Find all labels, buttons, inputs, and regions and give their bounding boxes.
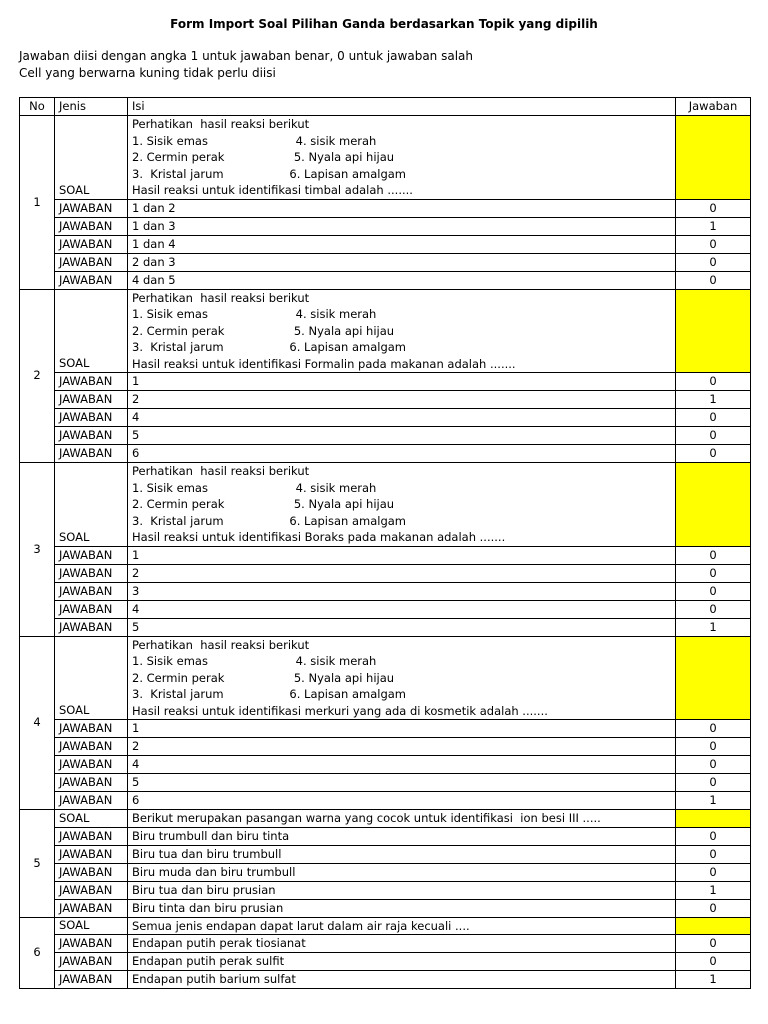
question-text-line: 2. Cermin perak 5. Nyala api hijau [132, 497, 395, 511]
answer-value-cell[interactable]: 0 [676, 199, 751, 217]
jenis-cell: JAWABAN [55, 445, 128, 463]
question-text-line: 1. Sisik emas 4. sisik merah [132, 133, 377, 148]
question-text-line: Hasil reaksi untuk identifikasi Boraks pada makanan adalah ....... [132, 530, 506, 544]
question-number: 1 [20, 116, 55, 290]
jenis-cell: JAWABAN [55, 373, 128, 391]
answer-row [20, 445, 751, 463]
answer-text-cell: 3 [128, 582, 676, 600]
answer-row [20, 235, 751, 253]
answer-value-cell[interactable]: 0 [676, 953, 751, 971]
answer-row [20, 881, 751, 899]
question-text-line: Semua jenis endapan dapat larut dalam air raja kecuali .... [132, 918, 470, 933]
answer-text-cell: 6 [128, 792, 676, 810]
question-text-line: 2. Cermin perak 5. Nyala api hijau [132, 150, 395, 164]
jenis-cell: JAWABAN [55, 564, 128, 582]
jenis-cell: JAWABAN [55, 792, 128, 810]
answer-value-cell[interactable]: 1 [676, 217, 751, 235]
answer-row [20, 546, 751, 564]
answer-text-cell: 1 [128, 720, 676, 738]
question-text-cell [128, 116, 676, 200]
question-text-line: 2. Cermin perak 5. Nyala api hijau [132, 323, 395, 338]
jenis-cell: JAWABAN [55, 217, 128, 235]
answer-text-cell: Endapan putih perak tiosianat [128, 935, 676, 953]
answer-text-cell: Endapan putih barium sulfat [128, 971, 676, 989]
page-title: Form Import Soal Pilihan Ganda berdasarkan Topik yang dipilih [170, 17, 598, 31]
highlight-cell [676, 810, 751, 828]
answer-row [20, 792, 751, 810]
question-text-cell [128, 289, 676, 373]
question-text-line: Perhatikan hasil reaksi berikut [132, 464, 310, 478]
jenis-cell: SOAL [55, 917, 128, 935]
jenis-cell: JAWABAN [55, 271, 128, 289]
answer-text-cell: 4 [128, 409, 676, 427]
soal-row [20, 810, 751, 828]
highlight-cell [676, 463, 751, 547]
answer-value-cell[interactable]: 0 [676, 756, 751, 774]
answer-row [20, 409, 751, 427]
answer-value-cell[interactable]: 0 [676, 253, 751, 271]
answer-value-cell[interactable]: 1 [676, 391, 751, 409]
answer-row [20, 217, 751, 235]
answer-row [20, 899, 751, 917]
instruction-note: Cell yang berwarna kuning tidak perlu diisi [19, 66, 276, 80]
answer-row [20, 738, 751, 756]
question-text-line: 1. Sisik emas 4. sisik merah [132, 654, 377, 668]
answer-text-cell: 4 dan 5 [128, 271, 676, 289]
jenis-cell: JAWABAN [55, 971, 128, 989]
question-text-line: 1. Sisik emas 4. sisik merah [132, 307, 377, 321]
answer-text-cell: Biru muda dan biru trumbull [128, 863, 676, 881]
soal-row [20, 116, 751, 200]
highlight-cell [676, 636, 751, 720]
answer-value-cell[interactable]: 0 [676, 738, 751, 756]
jenis-cell: JAWABAN [55, 409, 128, 427]
answer-row [20, 564, 751, 582]
column-header-isi: Isi [128, 98, 676, 116]
jenis-cell: JAWABAN [55, 235, 128, 253]
table-header-row [20, 98, 751, 116]
answer-row [20, 253, 751, 271]
jenis-cell: SOAL [55, 116, 128, 200]
question-text-line: 2. Cermin perak 5. Nyala api hijau [132, 670, 395, 685]
answer-value-cell[interactable]: 1 [676, 971, 751, 989]
question-number: 2 [20, 289, 55, 463]
jenis-cell: SOAL [55, 289, 128, 373]
answer-value-cell[interactable]: 0 [676, 863, 751, 881]
question-number: 5 [20, 810, 55, 918]
question-text-cell [128, 636, 676, 720]
question-text-line: Perhatikan hasil reaksi berikut [132, 637, 310, 652]
answer-row [20, 863, 751, 881]
answer-row [20, 582, 751, 600]
answer-value-cell[interactable]: 0 [676, 935, 751, 953]
question-table [19, 97, 751, 989]
jenis-cell: SOAL [55, 810, 128, 828]
answer-row [20, 373, 751, 391]
question-text-cell [128, 810, 676, 828]
answer-value-cell[interactable]: 1 [676, 618, 751, 636]
answer-value-cell[interactable]: 0 [676, 409, 751, 427]
question-text-line: 3. Kristal jarum 6. Lapisan amalgam [132, 687, 407, 701]
answer-row [20, 271, 751, 289]
jenis-cell: JAWABAN [55, 582, 128, 600]
answer-value-cell[interactable]: 0 [676, 845, 751, 863]
answer-value-cell[interactable]: 0 [676, 827, 751, 845]
question-text-line: 3. Kristal jarum 6. Lapisan amalgam [132, 166, 407, 181]
answer-text-cell: 2 [128, 564, 676, 582]
answer-text-cell: Biru tua dan biru trumbull [128, 845, 676, 863]
answer-value-cell[interactable]: 0 [676, 600, 751, 618]
answer-text-cell: 4 [128, 600, 676, 618]
jenis-cell: JAWABAN [55, 720, 128, 738]
question-text-line: Hasil reaksi untuk identifikasi Formalin pada makanan adalah ....... [132, 356, 516, 371]
answer-text-cell: 2 dan 3 [128, 253, 676, 271]
jenis-cell: JAWABAN [55, 600, 128, 618]
question-text-cell [128, 917, 676, 935]
answer-row [20, 600, 751, 618]
jenis-cell: JAWABAN [55, 881, 128, 899]
question-number: 4 [20, 636, 55, 810]
answer-value-cell[interactable]: 0 [676, 582, 751, 600]
jenis-cell: JAWABAN [55, 899, 128, 917]
column-header-jawaban: Jawaban [676, 98, 751, 116]
jenis-cell: JAWABAN [55, 199, 128, 217]
jenis-cell: JAWABAN [55, 845, 128, 863]
question-text-line: 1. Sisik emas 4. sisik merah [132, 480, 377, 495]
answer-text-cell: 5 [128, 427, 676, 445]
answer-value-cell[interactable]: 0 [676, 774, 751, 792]
jenis-cell: JAWABAN [55, 774, 128, 792]
jenis-cell: JAWABAN [55, 427, 128, 445]
answer-value-cell[interactable]: 0 [676, 235, 751, 253]
answer-text-cell: 1 dan 3 [128, 217, 676, 235]
soal-row [20, 636, 751, 720]
answer-text-cell: 5 [128, 774, 676, 792]
answer-row [20, 199, 751, 217]
highlight-cell [676, 289, 751, 373]
answer-row [20, 953, 751, 971]
answer-text-cell: 6 [128, 445, 676, 463]
answer-text-cell: 5 [128, 618, 676, 636]
jenis-cell: JAWABAN [55, 756, 128, 774]
answer-row [20, 774, 751, 792]
answer-value-cell[interactable]: 0 [676, 373, 751, 391]
question-text-line: Hasil reaksi untuk identifikasi timbal adalah ....... [132, 183, 413, 197]
highlight-cell [676, 116, 751, 200]
answer-row [20, 845, 751, 863]
answer-text-cell: 2 [128, 391, 676, 409]
answer-text-cell: 1 dan 2 [128, 199, 676, 217]
jenis-cell: JAWABAN [55, 953, 128, 971]
jenis-cell: JAWABAN [55, 738, 128, 756]
soal-row [20, 917, 751, 935]
answer-row [20, 935, 751, 953]
answer-row [20, 618, 751, 636]
answer-row [20, 391, 751, 409]
answer-text-cell: Endapan putih perak sulfit [128, 953, 676, 971]
answer-value-cell[interactable]: 0 [676, 546, 751, 564]
answer-row [20, 827, 751, 845]
highlight-cell [676, 917, 751, 935]
answer-text-cell: Biru tinta dan biru prusian [128, 899, 676, 917]
answer-text-cell: Biru trumbull dan biru tinta [128, 827, 676, 845]
jenis-cell: JAWABAN [55, 618, 128, 636]
answer-text-cell: 1 [128, 546, 676, 564]
answer-row [20, 756, 751, 774]
question-text-line: 3. Kristal jarum 6. Lapisan amalgam [132, 340, 407, 354]
jenis-cell: JAWABAN [55, 546, 128, 564]
answer-value-cell[interactable]: 1 [676, 881, 751, 899]
question-text-line: Hasil reaksi untuk identifikasi merkuri yang ada di kosmetik adalah ....... [132, 703, 548, 718]
answer-text-cell: 4 [128, 756, 676, 774]
column-header-no: No [20, 98, 55, 116]
jenis-cell: JAWABAN [55, 253, 128, 271]
answer-text-cell: 1 [128, 373, 676, 391]
instruction-note: Jawaban diisi dengan angka 1 untuk jawaban benar, 0 untuk jawaban salah [19, 49, 473, 63]
question-text-line: Berikut merupakan pasangan warna yang cocok untuk identifikasi ion besi III ..... [132, 811, 601, 825]
column-header-jenis: Jenis [55, 98, 128, 116]
answer-value-cell[interactable]: 1 [676, 792, 751, 810]
answer-row [20, 971, 751, 989]
question-text-line: 3. Kristal jarum 6. Lapisan amalgam [132, 513, 407, 528]
question-text-line: Perhatikan hasil reaksi berikut [132, 117, 310, 131]
answer-value-cell[interactable]: 0 [676, 427, 751, 445]
question-number: 3 [20, 463, 55, 637]
question-text-cell [128, 463, 676, 547]
soal-row [20, 289, 751, 373]
question-text-line: Perhatikan hasil reaksi berikut [132, 290, 310, 305]
jenis-cell: JAWABAN [55, 935, 128, 953]
jenis-cell: SOAL [55, 636, 128, 720]
answer-text-cell: Biru tua dan biru prusian [128, 881, 676, 899]
answer-value-cell[interactable]: 0 [676, 445, 751, 463]
answer-value-cell[interactable]: 0 [676, 899, 751, 917]
jenis-cell: JAWABAN [55, 391, 128, 409]
jenis-cell: JAWABAN [55, 863, 128, 881]
answer-text-cell: 1 dan 4 [128, 235, 676, 253]
answer-row [20, 427, 751, 445]
soal-row [20, 463, 751, 547]
answer-value-cell[interactable]: 0 [676, 564, 751, 582]
answer-value-cell[interactable]: 0 [676, 271, 751, 289]
answer-text-cell: 2 [128, 738, 676, 756]
jenis-cell: JAWABAN [55, 827, 128, 845]
answer-row [20, 720, 751, 738]
answer-value-cell[interactable]: 0 [676, 720, 751, 738]
jenis-cell: SOAL [55, 463, 128, 547]
question-number: 6 [20, 917, 55, 989]
